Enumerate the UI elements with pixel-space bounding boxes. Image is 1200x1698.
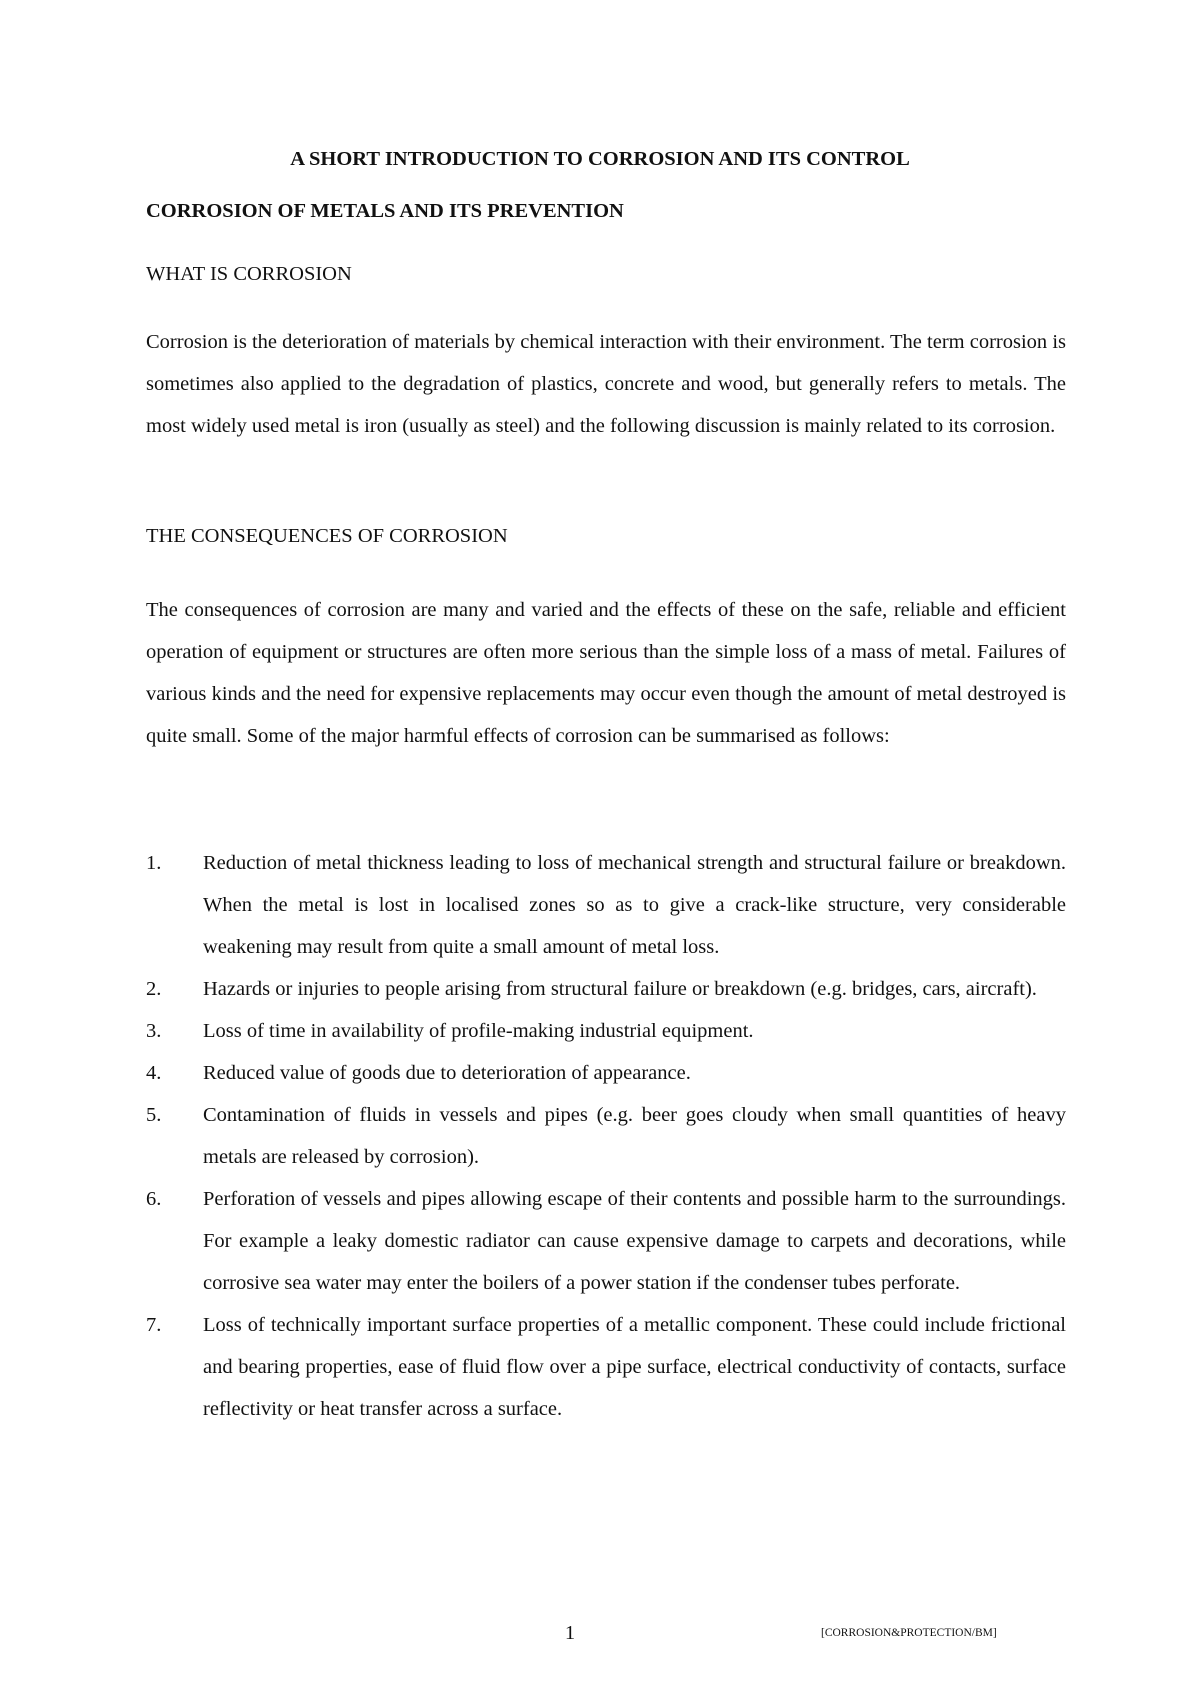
section-heading-what-is-corrosion: WHAT IS CORROSION	[146, 263, 352, 285]
list-item-text: Perforation of vessels and pipes allowing escape of their contents and possible harm to the surroundings. For example a leaky domestic radiator can cause expensive damage to carpets and decorations, while corrosive sea water may enter the boilers of a power station if the condenser tubes perforate.	[203, 1188, 1066, 1294]
list-item-number: 6.	[146, 1188, 162, 1210]
list-item-number: 5.	[146, 1104, 162, 1126]
list-item-number: 7.	[146, 1314, 162, 1336]
list-item-text: Loss of time in availability of profile-making industrial equipment.	[203, 1020, 754, 1042]
footer-reference: [CORROSION&PROTECTION/BM]	[821, 1627, 997, 1639]
list-item-text: Hazards or injuries to people arising from structural failure or breakdown (e.g. bridges, cars, aircraft).	[203, 978, 1037, 1000]
page-number: 1	[564, 1622, 576, 1644]
list-item-number: 2.	[146, 978, 162, 1000]
list-item-text: Contamination of fluids in vessels and pipes (e.g. beer goes cloudy when small quantities of heavy metals are released by corrosion).	[203, 1104, 1066, 1168]
document-title: A SHORT INTRODUCTION TO CORROSION AND ITS CONTROL	[290, 148, 910, 170]
list-item	[146, 1094, 1066, 1178]
list-item	[146, 1052, 1066, 1094]
section-heading-consequences: THE CONSEQUENCES OF CORROSION	[146, 525, 508, 547]
list-item	[146, 1010, 1066, 1052]
list-item-number: 4.	[146, 1062, 162, 1084]
list-item-text: Loss of technically important surface properties of a metallic component. These could include frictional and bearing properties, ease of fluid flow over a pipe surface, electrical conductivity of contacts, surface reflectivity or heat transfer across a surface.	[203, 1314, 1066, 1420]
list-item-text: Reduction of metal thickness leading to loss of mechanical strength and structural failure or breakdown. When the metal is lost in localised zones so as to give a crack-like structure, very considerable weakening may result from quite a small amount of metal loss.	[203, 852, 1066, 958]
list-item	[146, 1304, 1066, 1430]
list-item-number: 1.	[146, 852, 162, 874]
list-item	[146, 968, 1066, 1010]
document-subtitle: CORROSION OF METALS AND ITS PREVENTION	[146, 200, 624, 222]
section-paragraph-consequences: The consequences of corrosion are many and varied and the effects of these on the safe, reliable and efficient operation of equipment or structures are often more serious than the simple loss of a mass of metal. Failures of various kinds and the need for expensive replacements may occur even though the amount of metal destroyed is quite small. Some of the major harmful effects of corrosion can be summarised as follows:	[146, 599, 1066, 747]
effects-list	[146, 842, 1066, 1430]
list-item-number: 3.	[146, 1020, 162, 1042]
list-item	[146, 842, 1066, 968]
list-item-text: Reduced value of goods due to deterioration of appearance.	[203, 1062, 691, 1084]
list-item	[146, 1178, 1066, 1304]
section-paragraph-what-is-corrosion: Corrosion is the deterioration of materials by chemical interaction with their environment. The term corrosion is sometimes also applied to the degradation of plastics, concrete and wood, but generally refers to metals. The most widely used metal is iron (usually as steel) and the following discussion is mainly related to its corrosion.	[146, 331, 1066, 437]
